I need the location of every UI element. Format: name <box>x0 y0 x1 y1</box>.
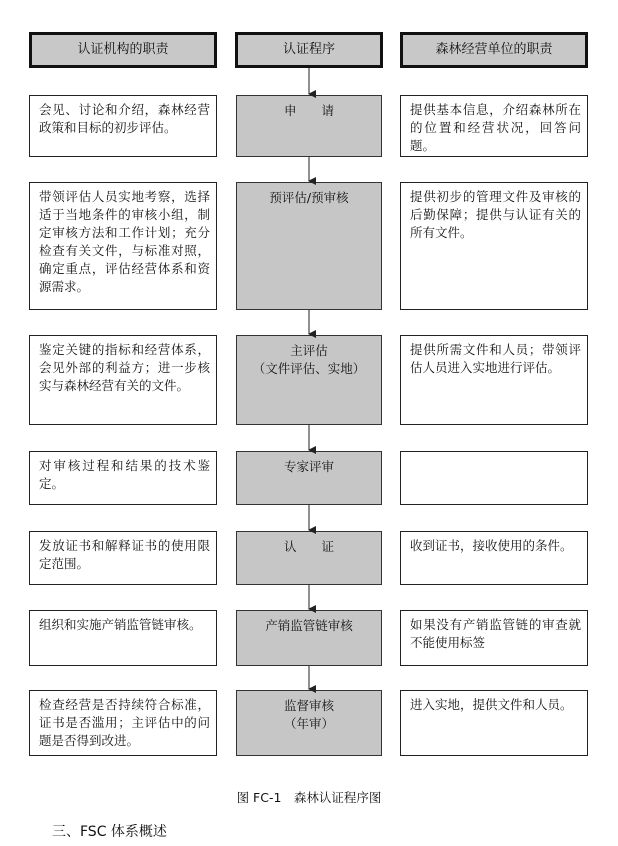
row-7-right: 进入实地，提供文件和人员。 <box>400 690 588 756</box>
row-2-step-line-1: 预评估/预审核 <box>269 190 349 205</box>
row-7-step-line-1: 监督审核 <box>283 698 334 713</box>
header-left: 认证机构的职责 <box>29 32 217 68</box>
row-6-step-line-1: 产销监管链审核 <box>265 618 353 633</box>
row-1-left: 会见、讨论和介绍，森林经营政策和目标的初步评估。 <box>29 95 217 157</box>
row-4-left: 对审核过程和结果的技术鉴定。 <box>29 451 217 505</box>
row-6-right: 如果没有产销监管链的审查就不能使用标签 <box>400 610 588 666</box>
row-1-step-line-1: 申 请 <box>283 103 334 118</box>
row-3-right: 提供所需文件和人员；带领评估人员进入实地进行评估。 <box>400 335 588 425</box>
row-2-right: 提供初步的管理文件及审核的后勤保障；提供与认证有关的所有文件。 <box>400 182 588 310</box>
row-2-left: 带领评估人员实地考察，选择适于当地条件的审核小组，制定审核方法和工作计划；充分检查有关文件，与标准对照，确定重点，评估经营体系和资源需求。 <box>29 182 217 310</box>
row-3-step-line-2: （文件评估、实地） <box>252 361 366 376</box>
header-right: 森林经营单位的职责 <box>400 32 588 68</box>
figure-caption: 图 FC-1 森林认证程序图 <box>236 790 382 805</box>
row-5-left: 发放证书和解释证书的使用限定范围。 <box>29 531 217 585</box>
row-5-right: 收到证书，接收使用的条件。 <box>400 531 588 585</box>
row-1-right: 提供基本信息，介绍森林所在的位置和经营状况，回答问题。 <box>400 95 588 157</box>
row-4-step-line-1: 专家评审 <box>283 459 334 474</box>
header-middle: 认证程序 <box>235 32 383 68</box>
row-5-step-line-1: 认 证 <box>283 539 334 554</box>
row-7-step-line-2: （年审） <box>283 716 334 731</box>
row-6-left: 组织和实施产销监管链审核。 <box>29 610 217 666</box>
section-heading: 三、FSC 体系概述 <box>52 824 167 840</box>
row-7-left: 检查经营是否持续符合标准，证书是否滥用；主评估中的问题是否得到改进。 <box>29 690 217 756</box>
row-3-left: 鉴定关键的指标和经营体系，会见外部的利益方；进一步核实与森林经营有关的文件。 <box>29 335 217 425</box>
row-3-step-line-1: 主评估 <box>290 343 328 358</box>
